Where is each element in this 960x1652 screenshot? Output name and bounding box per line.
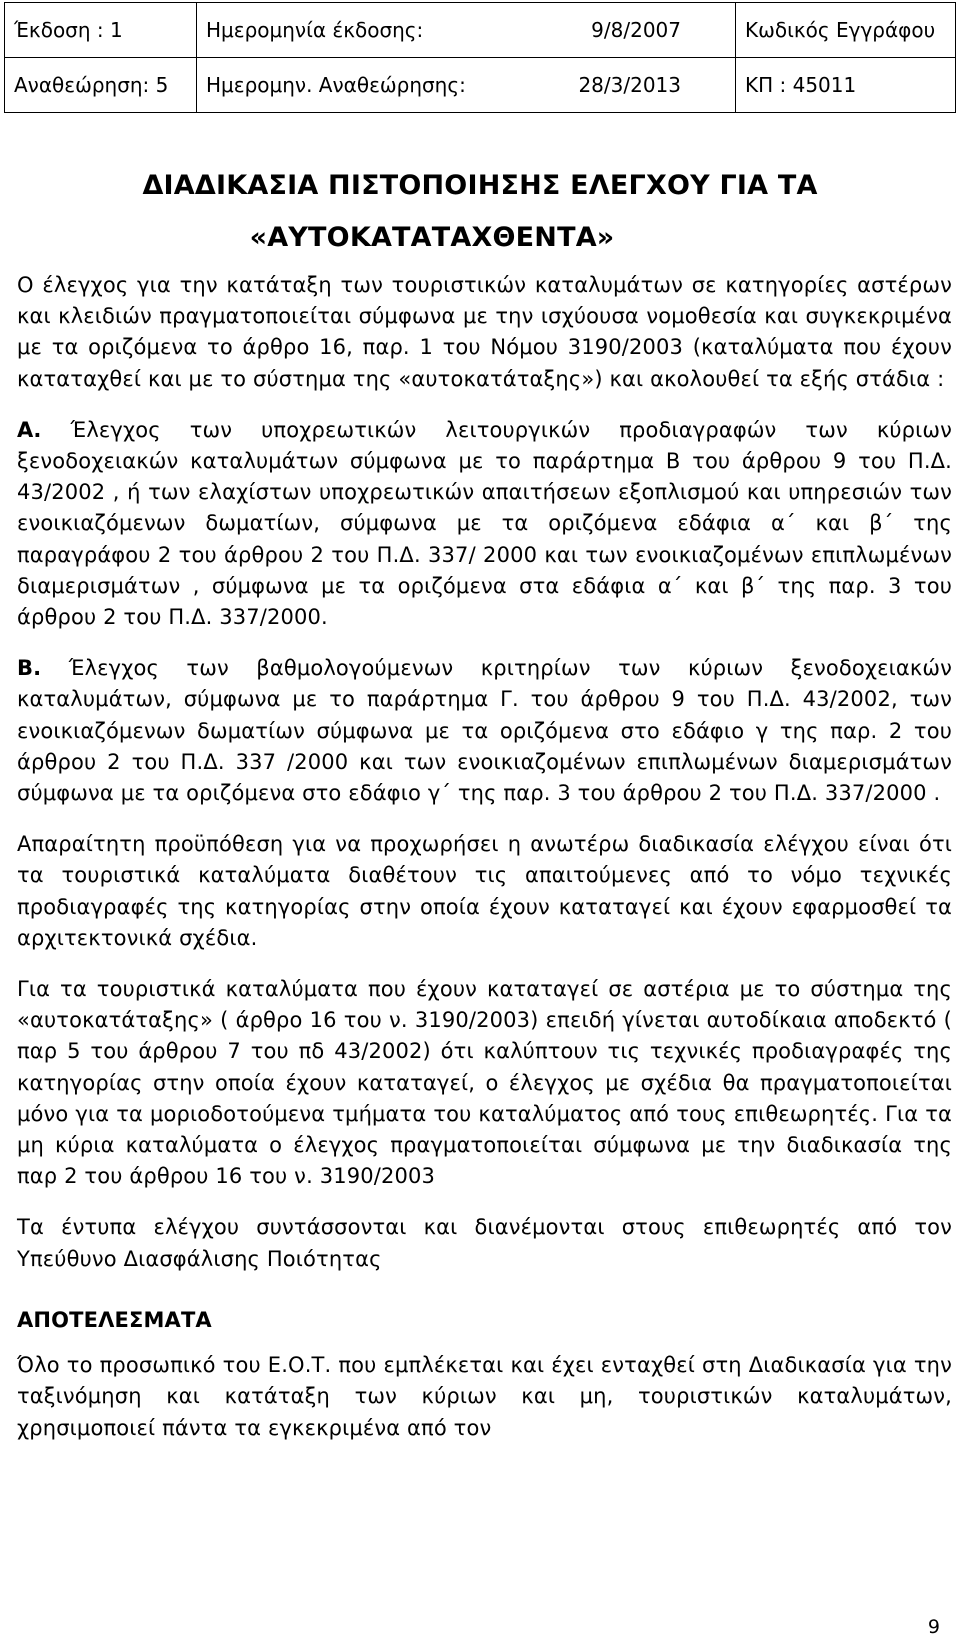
document-title-line1: ΔΙΑΔΙΚΑΣΙΑ ΠΙΣΤΟΠΟΙΗΣΗΣ ΕΛΕΓΧΟΥ ΓΙΑ ΤΑ xyxy=(142,170,818,201)
doc-code-cell: Κωδικός Εγγράφου xyxy=(736,3,956,58)
revision-date-label: Ημερομην. Αναθεώρησης: xyxy=(206,73,466,97)
section-a-label: Α. xyxy=(17,417,42,442)
page-number: 9 xyxy=(927,1616,940,1638)
forms-paragraph: Τα έντυπα ελέγχου συντάσσονται και διανέμονται στους επιθεωρητές από τον Υπεύθυνο Διασφάλισης Ποιότητας xyxy=(17,1215,952,1271)
results-heading: ΑΠΟΤΕΛΕΣΜΑΤΑ xyxy=(17,1307,212,1332)
issue-date-label: Ημερομηνία έκδοσης: xyxy=(206,18,424,42)
section-b-paragraph xyxy=(17,653,952,809)
section-b-label: Β. xyxy=(17,656,42,681)
issue-date-value: 9/8/2007 xyxy=(591,18,681,42)
edition-cell: Έκδοση : 1 xyxy=(5,3,197,58)
header-row-edition xyxy=(5,3,956,58)
document-header-table xyxy=(4,2,956,113)
section-a-paragraph xyxy=(17,415,952,633)
document-body xyxy=(17,270,952,1464)
document-title-line2: «ΑΥΤΟΚΑΤΑΤΑΧΘΕΝΤΑ» xyxy=(249,222,615,253)
revision-date-cell xyxy=(197,58,736,113)
issue-date-cell xyxy=(197,3,736,58)
prerequisite-paragraph: Απαραίτητη προϋπόθεση για να προχωρήσει η ανωτέρω διαδικασία ελέγχου είναι ότι τα τουριστικά καταλύματα διαθέτουν τις απαιτούμενες από το νόμο τεχνικές προδιαγραφές της κατηγορίας στην οποία έχουν καταταγεί και έχουν εφαρμοσθεί τα αρχιτεκτονικά σχέδια. xyxy=(17,832,952,950)
intro-paragraph: Ο έλεγχος για την κατάταξη των τουριστικών καταλυμάτων σε κατηγορίες αστέρων και κλειδιών πραγματοποιείται σύμφωνα με την ισχύουσα νομοθεσία και συγκεκριμένα με τα οριζόμενα το άρθρο 16, παρ. 1 του Νόμου 3190/2003 (καταλύματα που έχουν καταταχθεί και με το σύστημα της «αυτοκατάταξης») και ακολουθεί τα εξής στάδια : xyxy=(17,273,952,391)
section-a-text: Έλεγχος των υποχρεωτικών λειτουργικών προδιαγραφών των κύριων ξενοδοχειακών καταλυμάτων σύμφωνα με το παράρτημα Β του άρθρου 9 του Π.Δ. 43/2002 , ή των ελαχίστων υποχρεωτικών απαιτήσεων εξοπλισμού και υπηρεσιών των ενοικιαζόμενων δωματίων, σύμφωνα με τα οριζόμενα εδάφια α΄ και β΄ της παραγράφου 2 του άρθρου 2 του Π.Δ. 337/ 2000 και των ενοικιαζομένων επιπλωμένων διαμερισμάτων , σύμφωνα με τα οριζόμενα στα εδάφια α΄ και β΄ της παρ. 3 του άρθρου 2 του Π.Δ. 337/2000. xyxy=(17,417,952,630)
revision-date-value: 28/3/2013 xyxy=(578,73,681,97)
header-row-revision xyxy=(5,58,956,113)
section-b-text: Έλεγχος των βαθμολογούμενων κριτηρίων των κύριων ξενοδοχειακών καταλυμάτων, σύμφωνα με το παράρτημα Γ. του άρθρου 9 του Π.Δ. 43/2002, των ενοικιαζόμενων δωματίων σύμφωνα με τα οριζόμενα στο εδάφιο γ της παρ. 2 του άρθρου 2 του Π.Δ. 337 /2000 και των ενοικιαζομένων επιπλωμένων διαμερισμάτων σύμφωνα με τα οριζόμενα στο εδάφιο γ΄ της παρ. 3 του άρθρου 2 του Π.Δ. 337/2000 . xyxy=(17,656,952,806)
star-rated-paragraph: Για τα τουριστικά καταλύματα που έχουν καταταγεί σε αστέρια με το σύστημα της «αυτοκατάταξης» ( άρθρο 16 του ν. 3190/2003) επειδή γίνεται αυτοδίκαια αποδεκτό ( παρ 5 του άρθρου 7 του πδ 43/2002) ότι καλύπτουν τις τεχνικές προδιαγραφές της κατηγορίας στην οποία έχουν καταταγεί, ο έλεγχος με σχέδια θα πραγματοποιείται μόνο για τα μοριοδοτούμενα τμήματα του καταλύματος από τους επιθεωρητές. Για τα μη κύρια καταλύματα ο έλεγχος πραγματοποιείται σύμφωνα με την διαδικασία της παρ 2 του άρθρου 16 του ν. 3190/2003 xyxy=(17,977,952,1189)
results-paragraph: Όλο το προσωπικό του Ε.Ο.Τ. που εμπλέκεται και έχει ενταχθεί στη Διαδικασία για την ταξινόμηση και κατάταξη των κύριων και μη, τουριστικών καταλυμάτων, χρησιμοποιεί πάντα τα εγκεκριμένα από τον xyxy=(17,1353,952,1440)
kp-cell: ΚΠ : 45011 xyxy=(736,58,956,113)
revision-cell: Αναθεώρηση: 5 xyxy=(5,58,197,113)
